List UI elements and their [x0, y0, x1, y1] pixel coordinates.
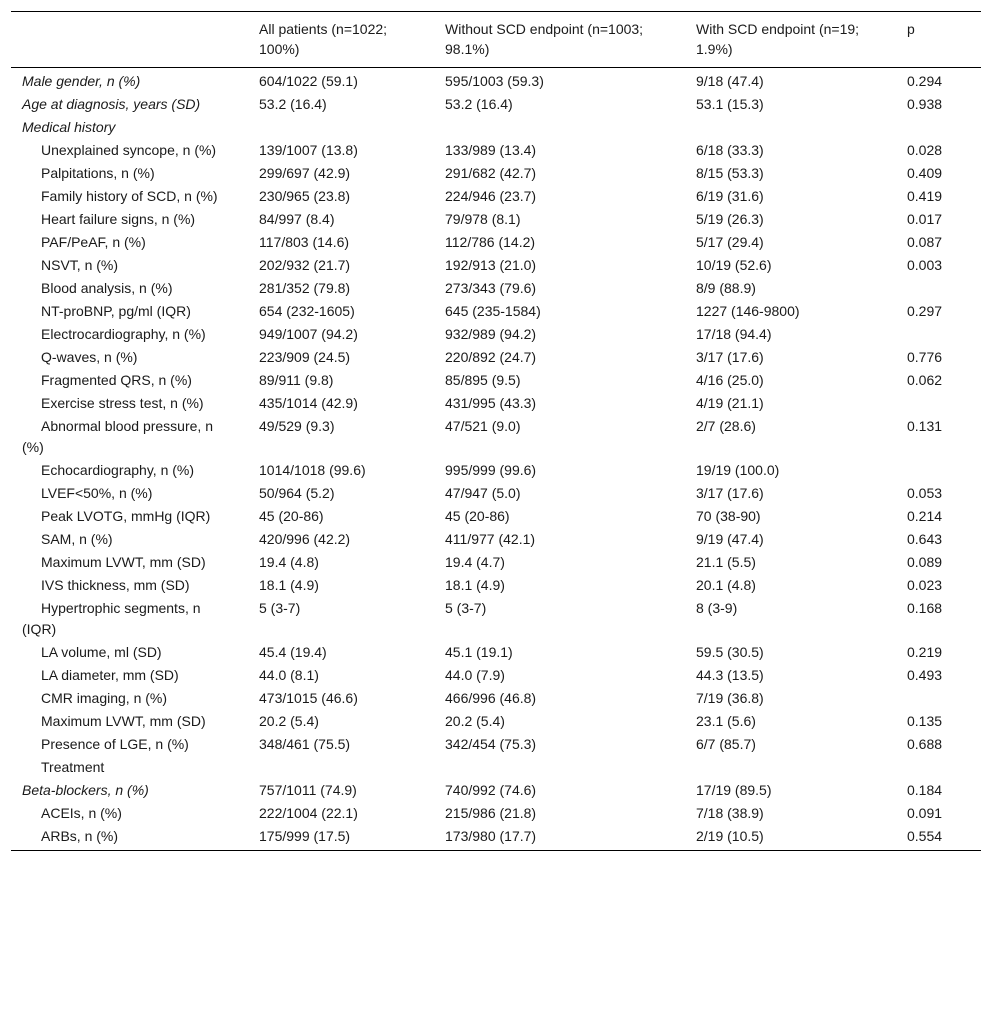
cell-with: 6/18 (33.3)	[696, 142, 764, 158]
cell-without: 53.2 (16.4)	[445, 96, 513, 112]
cell-p: 0.023	[907, 577, 943, 593]
table-row	[11, 208, 981, 231]
cell-all: 281/352 (79.8)	[259, 280, 351, 296]
header-without-scd: Without SCD endpoint (n=1003; 98.1%)	[445, 21, 644, 57]
table-row	[11, 802, 981, 825]
cell-p: 0.028	[907, 142, 943, 158]
cell-without: 133/989 (13.4)	[445, 142, 537, 158]
cell-with: 2/7 (28.6)	[696, 418, 756, 434]
cell-all: 117/803 (14.6)	[259, 234, 350, 250]
row-label: Unexplained syncope, n (%)	[41, 142, 217, 158]
row-label-cell	[11, 597, 248, 641]
cell-all: 44.0 (8.1)	[259, 667, 319, 683]
table-header	[11, 12, 981, 68]
cell-p: 0.053	[907, 485, 943, 501]
cell-with: 70 (38-90)	[696, 508, 761, 524]
row-label: ACEIs, n (%)	[41, 805, 122, 821]
cell-all: 473/1015 (46.6)	[259, 690, 358, 706]
cell-without: 79/978 (8.1)	[445, 211, 521, 227]
cell-p	[896, 756, 981, 779]
cell-without: 18.1 (4.9)	[445, 577, 505, 593]
table-row	[11, 482, 981, 505]
cell-with: 8/9 (88.9)	[696, 280, 756, 296]
row-label: ARBs, n (%)	[41, 828, 119, 844]
table-row	[11, 459, 981, 482]
row-label-cell	[11, 300, 248, 323]
row-label: Beta-blockers, n (%)	[22, 782, 149, 798]
cell-without	[434, 116, 685, 139]
cell-with: 3/17 (17.6)	[696, 349, 764, 365]
row-label-cell	[11, 162, 248, 185]
row-label: LVEF<50%, n (%)	[41, 485, 153, 501]
cell-p: 0.493	[907, 667, 943, 683]
row-label-cell	[11, 687, 248, 710]
cell-without	[434, 756, 685, 779]
cell-all: 420/996 (42.2)	[259, 531, 351, 547]
row-label: Hypertrophic segments, n (IQR)	[22, 600, 201, 637]
table-row	[11, 825, 981, 851]
cell-without: 291/682 (42.7)	[445, 165, 537, 181]
cell-all: 757/1011 (74.9)	[259, 782, 357, 798]
row-label-cell	[11, 323, 248, 346]
row-label: Presence of LGE, n (%)	[41, 736, 189, 752]
table-row	[11, 528, 981, 551]
cell-p: 0.297	[907, 303, 943, 319]
cell-with: 17/19 (89.5)	[696, 782, 772, 798]
row-label-cell	[11, 641, 248, 664]
cell-without: 411/977 (42.1)	[445, 531, 536, 547]
cell-p	[896, 392, 981, 415]
cell-p	[896, 459, 981, 482]
cell-all: 18.1 (4.9)	[259, 577, 319, 593]
row-label: Fragmented QRS, n (%)	[41, 372, 192, 388]
table-row	[11, 710, 981, 733]
row-label: Exercise stress test, n (%)	[41, 395, 204, 411]
table-row	[11, 323, 981, 346]
row-label-cell	[11, 825, 248, 851]
table-row	[11, 664, 981, 687]
cell-all: 53.2 (16.4)	[259, 96, 327, 112]
cell-without: 47/521 (9.0)	[445, 418, 521, 434]
row-label-cell	[11, 277, 248, 300]
cell-without: 5 (3-7)	[445, 600, 487, 616]
cell-with	[685, 116, 896, 139]
row-label: NT-proBNP, pg/ml (IQR)	[41, 303, 191, 319]
row-label-cell	[11, 254, 248, 277]
cell-all: 45 (20-86)	[259, 508, 324, 524]
cell-with: 17/18 (94.4)	[696, 326, 772, 342]
table-row	[11, 300, 981, 323]
row-label: IVS thickness, mm (SD)	[41, 577, 190, 593]
row-label: Maximum LVWT, mm (SD)	[41, 554, 206, 570]
table-row	[11, 756, 981, 779]
cell-p: 0.643	[907, 531, 943, 547]
cell-all: 49/529 (9.3)	[259, 418, 335, 434]
table-row	[11, 231, 981, 254]
row-label: Heart failure signs, n (%)	[41, 211, 196, 227]
cell-without: 595/1003 (59.3)	[445, 73, 544, 89]
table-row	[11, 415, 981, 459]
cell-all: 348/461 (75.5)	[259, 736, 351, 752]
header-label-col	[11, 12, 248, 68]
row-label: Maximum LVWT, mm (SD)	[41, 713, 206, 729]
cell-all: 949/1007 (94.2)	[259, 326, 358, 342]
cell-without: 220/892 (24.7)	[445, 349, 537, 365]
cell-all	[248, 756, 434, 779]
row-label-cell	[11, 482, 248, 505]
cell-without: 45.1 (19.1)	[445, 644, 513, 660]
row-label: Abnormal blood pressure, n (%)	[22, 418, 213, 455]
cell-p: 0.087	[907, 234, 943, 250]
cell-without: 20.2 (5.4)	[445, 713, 505, 729]
table-row	[11, 505, 981, 528]
row-label: Electrocardiography, n (%)	[41, 326, 206, 342]
row-label-cell	[11, 93, 248, 116]
table-row	[11, 687, 981, 710]
cell-with: 6/7 (85.7)	[696, 736, 756, 752]
cell-p	[896, 687, 981, 710]
cell-p: 0.214	[907, 508, 943, 524]
cell-without: 112/786 (14.2)	[445, 234, 536, 250]
cell-with: 10/19 (52.6)	[696, 257, 772, 273]
cell-without: 431/995 (43.3)	[445, 395, 537, 411]
cell-all	[248, 116, 434, 139]
cell-p: 0.003	[907, 257, 943, 273]
cell-p: 0.017	[907, 211, 943, 227]
cell-all: 19.4 (4.8)	[259, 554, 319, 570]
cell-without: 44.0 (7.9)	[445, 667, 505, 683]
cell-p: 0.688	[907, 736, 943, 752]
row-label-cell	[11, 369, 248, 392]
table-row	[11, 162, 981, 185]
cell-without: 85/895 (9.5)	[445, 372, 521, 388]
table-row	[11, 346, 981, 369]
row-label: Palpitations, n (%)	[41, 165, 155, 181]
cell-all: 1014/1018 (99.6)	[259, 462, 366, 478]
cell-all: 604/1022 (59.1)	[259, 73, 358, 89]
baseline-characteristics-table	[11, 11, 981, 851]
cell-p: 0.135	[907, 713, 943, 729]
table-row	[11, 551, 981, 574]
row-label-cell	[11, 779, 248, 802]
table-row	[11, 369, 981, 392]
cell-without: 645 (235-1584)	[445, 303, 541, 319]
table-row	[11, 733, 981, 756]
row-label-cell	[11, 505, 248, 528]
row-label-cell	[11, 664, 248, 687]
cell-with: 7/19 (36.8)	[696, 690, 764, 706]
cell-all: 299/697 (42.9)	[259, 165, 351, 181]
cell-with: 1227 (146-9800)	[696, 303, 800, 319]
cell-with: 2/19 (10.5)	[696, 828, 764, 844]
cell-p: 0.938	[907, 96, 943, 112]
cell-p: 0.419	[907, 188, 943, 204]
header-all-patients: All patients (n=1022; 100%)	[259, 21, 388, 57]
table-row	[11, 68, 981, 94]
cell-all: 202/932 (21.7)	[259, 257, 351, 273]
row-label: NSVT, n (%)	[41, 257, 119, 273]
table-row	[11, 392, 981, 415]
row-label-cell	[11, 528, 248, 551]
cell-without: 192/913 (21.0)	[445, 257, 537, 273]
cell-p: 0.062	[907, 372, 943, 388]
row-label-cell	[11, 459, 248, 482]
row-label: Peak LVOTG, mmHg (IQR)	[41, 508, 211, 524]
cell-without: 466/996 (46.8)	[445, 690, 537, 706]
row-label: Echocardiography, n (%)	[41, 462, 195, 478]
row-label-cell	[11, 208, 248, 231]
cell-with: 19/19 (100.0)	[696, 462, 780, 478]
header-row	[11, 12, 981, 68]
cell-all: 654 (232-1605)	[259, 303, 355, 319]
cell-p: 0.409	[907, 165, 943, 181]
cell-with: 5/17 (29.4)	[696, 234, 764, 250]
cell-without: 45 (20-86)	[445, 508, 510, 524]
section-header-row	[11, 779, 981, 802]
row-label-cell	[11, 68, 248, 94]
cell-with: 3/17 (17.6)	[696, 485, 764, 501]
row-label-cell	[11, 392, 248, 415]
row-label: Blood analysis, n (%)	[41, 280, 173, 296]
cell-all: 139/1007 (13.8)	[259, 142, 358, 158]
cell-p	[896, 116, 981, 139]
row-label-cell	[11, 574, 248, 597]
row-label: CMR imaging, n (%)	[41, 690, 168, 706]
cell-with: 59.5 (30.5)	[696, 644, 764, 660]
row-label-cell	[11, 346, 248, 369]
cell-without: 173/980 (17.7)	[445, 828, 537, 844]
table-row	[11, 185, 981, 208]
row-label: Medical history	[22, 119, 116, 135]
cell-p: 0.554	[907, 828, 943, 844]
cell-without: 995/999 (99.6)	[445, 462, 537, 478]
table-row	[11, 93, 981, 116]
cell-with: 8/15 (53.3)	[696, 165, 764, 181]
cell-without: 47/947 (5.0)	[445, 485, 521, 501]
cell-with: 20.1 (4.8)	[696, 577, 756, 593]
cell-all: 20.2 (5.4)	[259, 713, 319, 729]
cell-without: 273/343 (79.6)	[445, 280, 537, 296]
cell-with: 9/18 (47.4)	[696, 73, 764, 89]
row-label-cell	[11, 231, 248, 254]
table-body	[11, 68, 981, 851]
cell-p: 0.091	[907, 805, 943, 821]
row-label: Family history of SCD, n (%)	[41, 188, 218, 204]
row-label-cell	[11, 733, 248, 756]
cell-p: 0.776	[907, 349, 943, 365]
row-label-cell	[11, 802, 248, 825]
cell-with: 8 (3-9)	[696, 600, 738, 616]
row-label-cell	[11, 551, 248, 574]
cell-without: 215/986 (21.8)	[445, 805, 537, 821]
cell-all: 435/1014 (42.9)	[259, 395, 358, 411]
table-row	[11, 254, 981, 277]
row-label: Q-waves, n (%)	[41, 349, 138, 365]
cell-p: 0.089	[907, 554, 943, 570]
row-label: Male gender, n (%)	[22, 73, 141, 89]
row-label: LA volume, ml (SD)	[41, 644, 162, 660]
cell-with: 23.1 (5.6)	[696, 713, 756, 729]
cell-all: 5 (3-7)	[259, 600, 301, 616]
row-label: Treatment	[41, 759, 105, 775]
cell-all: 230/965 (23.8)	[259, 188, 351, 204]
header-with-scd: With SCD endpoint (n=19; 1.9%)	[696, 21, 860, 57]
cell-p: 0.294	[907, 73, 943, 89]
row-label: SAM, n (%)	[41, 531, 113, 547]
cell-p: 0.168	[907, 600, 943, 616]
cell-with	[685, 756, 896, 779]
cell-with: 53.1 (15.3)	[696, 96, 764, 112]
cell-all: 175/999 (17.5)	[259, 828, 351, 844]
row-label-cell	[11, 139, 248, 162]
cell-p	[896, 277, 981, 300]
table-row	[11, 277, 981, 300]
cell-without: 19.4 (4.7)	[445, 554, 505, 570]
cell-without: 342/454 (75.3)	[445, 736, 537, 752]
section-header-row	[11, 116, 981, 139]
cell-without: 224/946 (23.7)	[445, 188, 537, 204]
table-row	[11, 139, 981, 162]
cell-p: 0.184	[907, 782, 943, 798]
cell-with: 44.3 (13.5)	[696, 667, 764, 683]
table-row	[11, 641, 981, 664]
cell-all: 223/909 (24.5)	[259, 349, 351, 365]
row-label-cell	[11, 116, 248, 139]
cell-all: 50/964 (5.2)	[259, 485, 335, 501]
cell-all: 89/911 (9.8)	[259, 372, 334, 388]
cell-all: 84/997 (8.4)	[259, 211, 335, 227]
table-row	[11, 574, 981, 597]
cell-with: 5/19 (26.3)	[696, 211, 764, 227]
cell-all: 45.4 (19.4)	[259, 644, 327, 660]
row-label: LA diameter, mm (SD)	[41, 667, 179, 683]
header-p-value: p	[907, 21, 915, 37]
row-label: Age at diagnosis, years (SD)	[22, 96, 201, 112]
cell-with: 6/19 (31.6)	[696, 188, 764, 204]
row-label-cell	[11, 415, 248, 459]
cell-with: 7/18 (38.9)	[696, 805, 764, 821]
cell-p: 0.131	[907, 418, 943, 434]
cell-with: 4/16 (25.0)	[696, 372, 764, 388]
row-label-cell	[11, 710, 248, 733]
row-label: PAF/PeAF, n (%)	[41, 234, 146, 250]
cell-with: 9/19 (47.4)	[696, 531, 764, 547]
cell-p	[896, 323, 981, 346]
cell-with: 21.1 (5.5)	[696, 554, 756, 570]
row-label-cell	[11, 756, 248, 779]
table-row	[11, 597, 981, 641]
cell-without: 740/992 (74.6)	[445, 782, 537, 798]
cell-all: 222/1004 (22.1)	[259, 805, 358, 821]
cell-with: 4/19 (21.1)	[696, 395, 764, 411]
row-label-cell	[11, 185, 248, 208]
cell-p: 0.219	[907, 644, 943, 660]
cell-without: 932/989 (94.2)	[445, 326, 537, 342]
